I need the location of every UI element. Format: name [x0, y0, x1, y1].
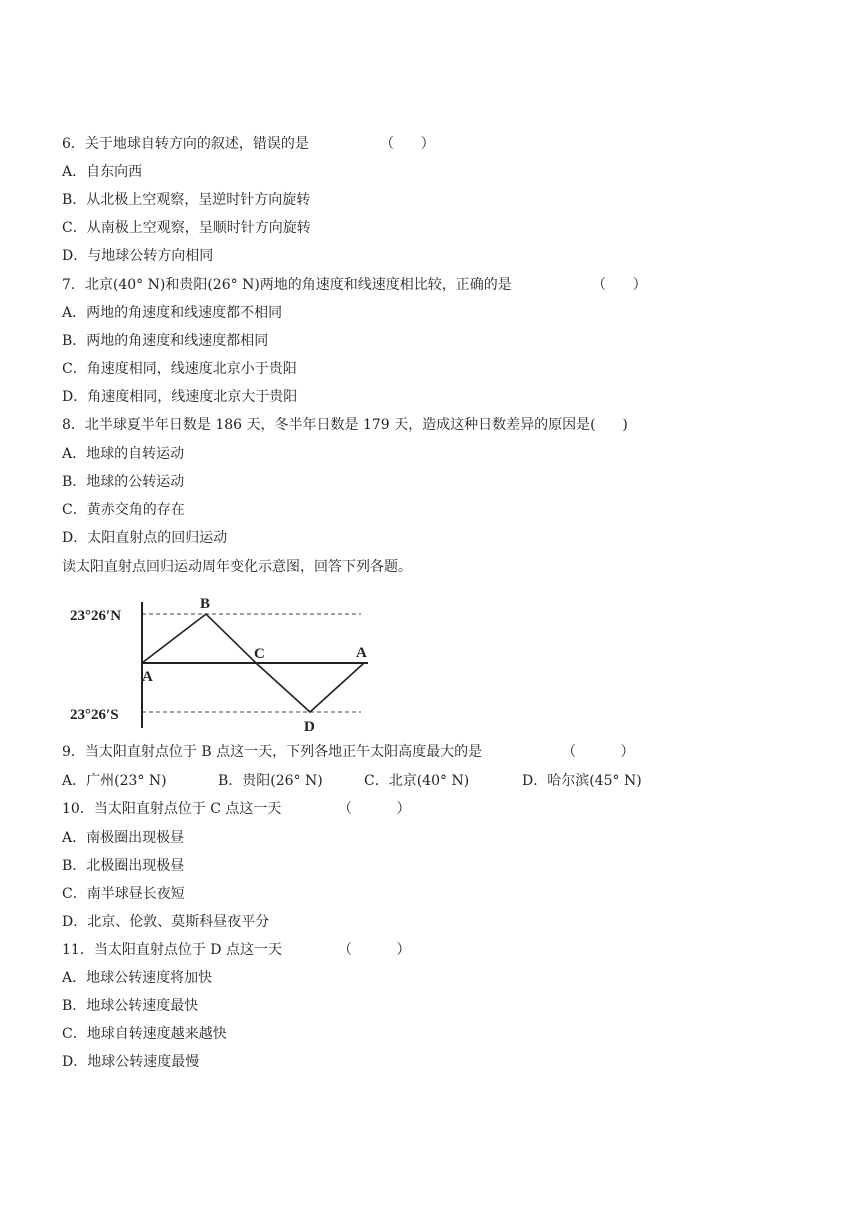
question-6-option-c: C．从南极上空观察，呈顺时针方向旋转: [62, 220, 311, 236]
question-11-stem: [62, 940, 411, 960]
question-11-text: 11．当太阳直射点位于 D 点这一天: [62, 942, 282, 958]
figure-intro: 读太阳直射点回归运动周年变化示意图，回答下列各题。: [62, 559, 412, 575]
point-d-label: D: [304, 719, 315, 735]
question-9-option-d: D．哈尔滨(45° N): [522, 773, 642, 789]
question-9-option-c: C．北京(40° N): [364, 773, 470, 789]
question-10-option-b: B．北极圈出现极昼: [62, 858, 185, 874]
question-10-option-a: A．南极圈出现极昼: [62, 830, 185, 846]
question-7-stem: [62, 275, 647, 295]
answer-blank: （ ）: [338, 942, 411, 958]
point-a-right-label: A: [356, 645, 367, 661]
answer-blank: （ ）: [592, 277, 647, 293]
answer-blank: ): [595, 417, 628, 433]
question-6-option-b: B．从北极上空观察，呈逆时针方向旋转: [62, 192, 311, 208]
question-6-option-d: D．与地球公转方向相同: [62, 248, 214, 264]
question-7-option-a: A．两地的角速度和线速度都不相同: [62, 305, 283, 321]
question-6-option-a: A．自东向西: [62, 164, 143, 180]
answer-blank: （ ）: [380, 136, 435, 152]
question-8-stem: [62, 415, 628, 435]
question-9-option-a: A．广州(23° N): [62, 773, 167, 789]
question-10-text: 10．当太阳直射点位于 C 点这一天: [62, 801, 282, 817]
point-c-label: C: [254, 646, 265, 662]
question-7-option-d: D．角速度相同，线速度北京大于贵阳: [62, 389, 298, 405]
question-9-text: 9．当太阳直射点位于 B 点这一天，下列各地正午太阳高度最大的是: [62, 744, 483, 760]
question-8-option-c: C．黄赤交角的存在: [62, 502, 185, 518]
question-10-stem: [62, 799, 411, 819]
question-9-stem: [62, 742, 635, 762]
question-7-text: 7．北京(40° N)和贵阳(26° N)两地的角速度和线速度相比较，正确的是: [62, 277, 512, 293]
point-b-label: B: [200, 596, 211, 612]
question-11-option-c: C．地球自转速度越来越快: [62, 1026, 227, 1042]
question-10-option-d: D．北京、伦敦、莫斯科昼夜平分: [62, 914, 270, 930]
answer-blank: （ ）: [562, 744, 635, 760]
point-a-left-label: A: [142, 669, 153, 685]
answer-blank: （ ）: [338, 801, 411, 817]
question-8-option-a: A．地球的自转运动: [62, 446, 185, 462]
question-11-option-b: B．地球公转速度最快: [62, 998, 199, 1014]
question-10-option-c: C．南半球昼长夜短: [62, 886, 185, 902]
question-11-option-d: D．地球公转速度最慢: [62, 1054, 200, 1070]
question-11-option-a: A．地球公转速度将加快: [62, 970, 213, 986]
question-7-option-c: C．角速度相同，线速度北京小于贵阳: [62, 361, 297, 377]
sun-migration-diagram: [66, 588, 376, 738]
north-tropic-label: 23°26′N: [70, 608, 122, 624]
question-8-option-b: B．地球的公转运动: [62, 474, 185, 490]
question-7-option-b: B．两地的角速度和线速度都相同: [62, 333, 269, 349]
diagram-svg: [66, 588, 376, 738]
question-8-text: 8．北半球夏半年日数是 186 天，冬半年日数是 179 天，造成这种日数差异的原因是(: [62, 417, 596, 433]
question-9-option-b: B．贵阳(26° N): [218, 773, 323, 789]
south-tropic-label: 23°26′S: [70, 707, 119, 723]
question-6-stem: [62, 134, 435, 154]
question-8-option-d: D．太阳直射点的回归运动: [62, 530, 228, 546]
question-6-text: 6．关于地球自转方向的叙述，错误的是: [62, 136, 309, 152]
